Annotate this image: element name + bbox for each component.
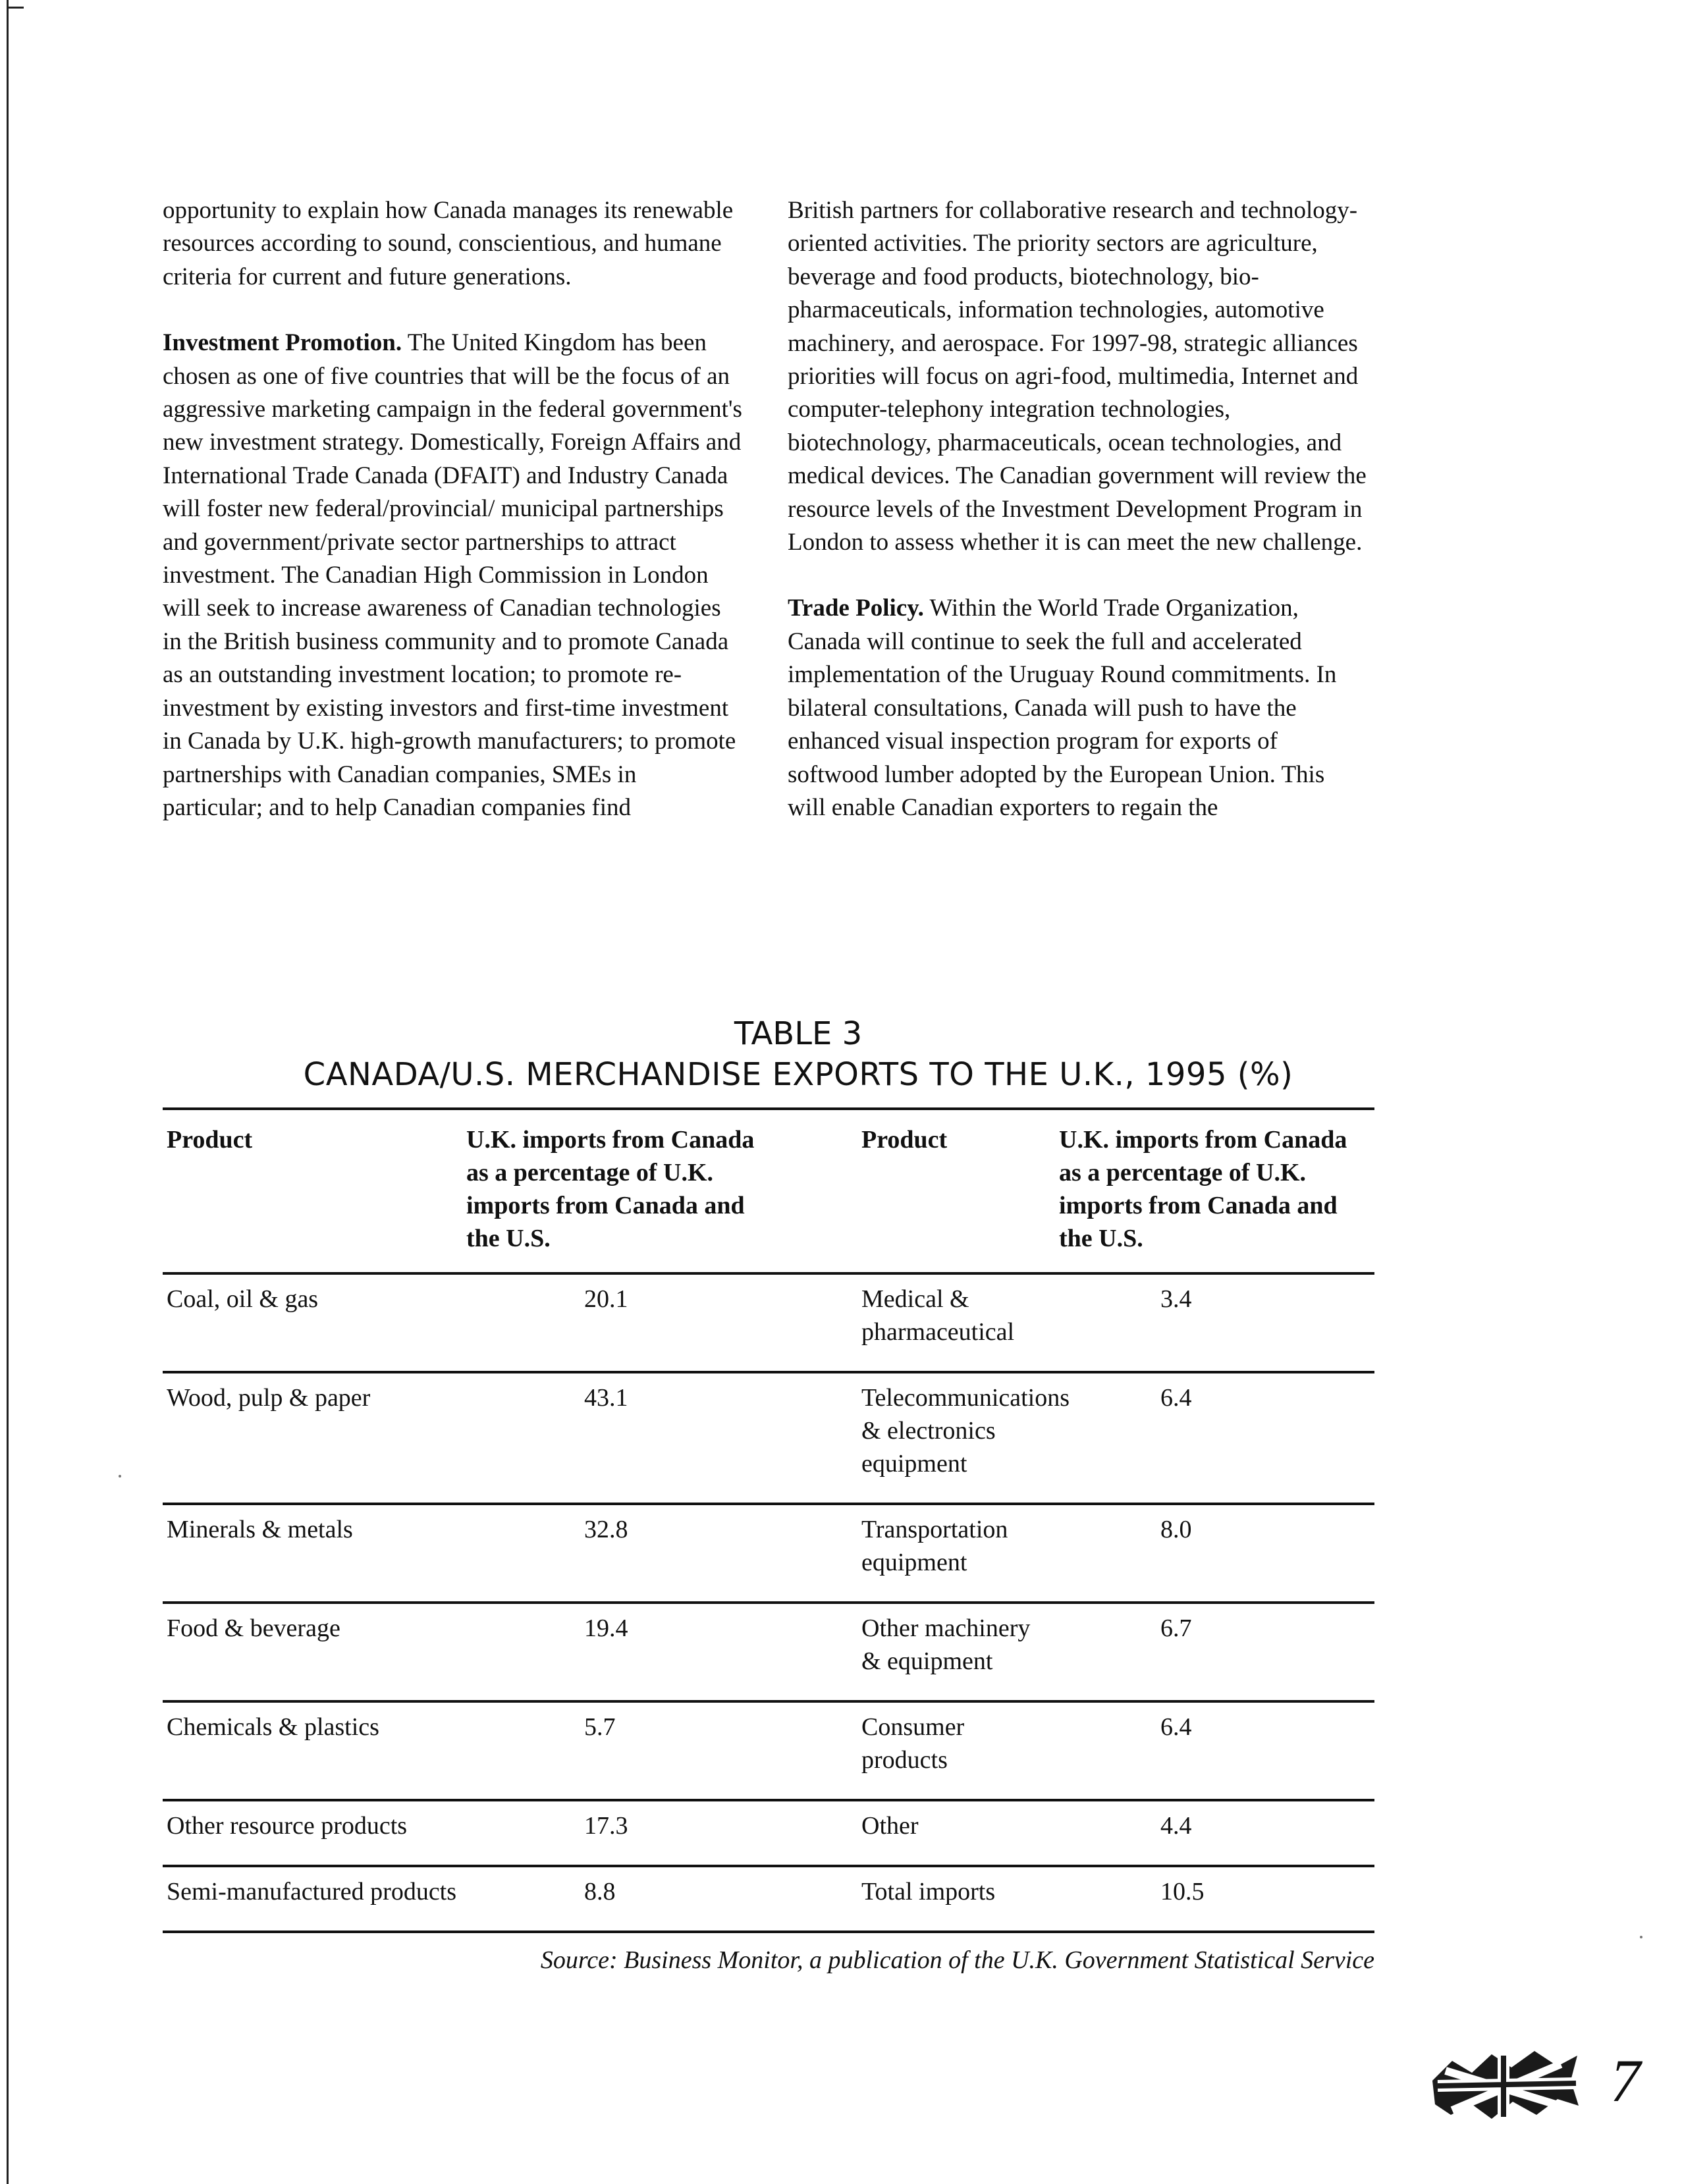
header-product-right: Product (857, 1109, 1055, 1273)
table-source-note: Source: Business Monitor, a publication of the U.K. Government Statistical Service (540, 1946, 1374, 1974)
investment-promotion-heading: Investment Promotion. (163, 329, 402, 357)
product-left-cell: Chemicals & plastics (163, 1701, 462, 1800)
value-left-cell: 32.8 (462, 1504, 857, 1603)
value-right-cell: 6.4 (1055, 1372, 1374, 1504)
left-paragraph-2 (163, 327, 742, 824)
left-margin-rule (7, 0, 9, 2184)
product-right-cell: Consumer products (857, 1701, 1055, 1800)
table-row (163, 1372, 1374, 1504)
value-right-cell: 4.4 (1055, 1800, 1374, 1866)
product-left-cell: Other resource products (163, 1800, 462, 1866)
table-row (163, 1701, 1374, 1800)
product-left-cell: Coal, oil & gas (163, 1273, 462, 1372)
value-left-cell: 8.8 (462, 1866, 857, 1932)
right-paragraph-2 (788, 592, 1367, 824)
trade-policy-heading: Trade Policy. (788, 595, 924, 622)
value-right-cell: 8.0 (1055, 1504, 1374, 1603)
header-value-right: U.K. imports from Canada as a percentage of U.K. imports from Canada and the U.S. (1055, 1109, 1374, 1273)
exports-table (163, 1107, 1374, 1933)
value-right-cell: 6.4 (1055, 1701, 1374, 1800)
header-product-left: Product (163, 1109, 462, 1273)
product-right-cell: Transportation equipment (857, 1504, 1055, 1603)
header-value-left: U.K. imports from Canada as a percentage of U.K. imports from Canada and the U.S. (462, 1109, 857, 1273)
table-row (163, 1800, 1374, 1866)
table-title: TABLE 3 (734, 1015, 863, 1052)
value-left-cell: 20.1 (462, 1273, 857, 1372)
speck (1640, 1936, 1642, 1938)
table-row (163, 1273, 1374, 1372)
product-left-cell: Semi-manufactured products (163, 1866, 462, 1932)
product-right-cell: Total imports (857, 1866, 1055, 1932)
value-left-cell: 5.7 (462, 1701, 857, 1800)
product-right-cell: Medical & pharmaceutical (857, 1273, 1055, 1372)
table-3-block (163, 1014, 1374, 1933)
union-flag-logo-icon (1426, 2041, 1584, 2127)
product-right-cell: Telecommunications & electronics equipment (857, 1372, 1055, 1504)
product-left-cell: Wood, pulp & paper (163, 1372, 462, 1504)
page-number: 7 (1610, 2047, 1641, 2114)
table-subtitle: CANADA/U.S. MERCHANDISE EXPORTS TO THE U.K., 1995 (%) (303, 1056, 1293, 1093)
trade-policy-text: Within the World Trade Organization, Canada will continue to seek the full and accelerated implementation of the Uruguay Round commitments. In bilateral consultations, Canada will push to have the enhanced visual inspection program for exports of softwood lumber adopted by the European Union. This will enable Canadian exporters to regain the (788, 595, 1337, 821)
table-body (163, 1273, 1374, 1932)
value-left-cell: 19.4 (462, 1603, 857, 1701)
table-header-row (163, 1109, 1374, 1273)
value-left-cell: 43.1 (462, 1372, 857, 1504)
product-left-cell: Minerals & metals (163, 1504, 462, 1603)
top-margin-tick (7, 7, 24, 9)
table-row (163, 1866, 1374, 1932)
left-paragraph-1: opportunity to explain how Canada manages its renewable resources according to sound, conscientious, and humane criteria for current and future generations. (163, 197, 734, 290)
table-row (163, 1603, 1374, 1701)
speck (119, 1475, 121, 1478)
table-row (163, 1504, 1374, 1603)
investment-promotion-text: The United Kingdom has been chosen as one of five countries that will be the focus of an aggressive marketing campaign in the federal government's new investment strategy. Domestically, Foreign Affairs and International Trade Canada (DFAIT) and Industry Canada will foster new federal/provincial/ municipal partnerships and government/private sector partnerships to attract investment. The Canadian High Commission in London will seek to increase awareness of Canadian technologies in the British business community and to promote Canada as an outstanding investment location; to promote re-investment by existing investors and first-time investment in Canada by U.K. high-growth manufacturers; to promote partnerships with Canadian companies, SMEs in particular; and to help Canadian companies find (163, 329, 742, 821)
right-text-column (788, 194, 1367, 824)
value-right-cell: 6.7 (1055, 1603, 1374, 1701)
value-right-cell: 10.5 (1055, 1866, 1374, 1932)
product-right-cell: Other machinery & equipment (857, 1603, 1055, 1701)
value-right-cell: 3.4 (1055, 1273, 1374, 1372)
right-paragraph-1: British partners for collaborative research and technology-oriented activities. The priority sectors are agriculture, beverage and food products, biotechnology, bio-pharmaceuticals, information technologies, automotive machinery, and aerospace. For 1997-98, strategic alliances priorities will focus on agri-food, multimedia, Internet and computer-telephony integration technologies, biotechnology, pharmaceuticals, ocean technologies, and medical devices. The Canadian government will review the resource levels of the Investment Development Program in London to assess whether it is can meet the new challenge. (788, 197, 1367, 556)
product-left-cell: Food & beverage (163, 1603, 462, 1701)
product-right-cell: Other (857, 1800, 1055, 1866)
value-left-cell: 17.3 (462, 1800, 857, 1866)
left-text-column (163, 194, 742, 824)
